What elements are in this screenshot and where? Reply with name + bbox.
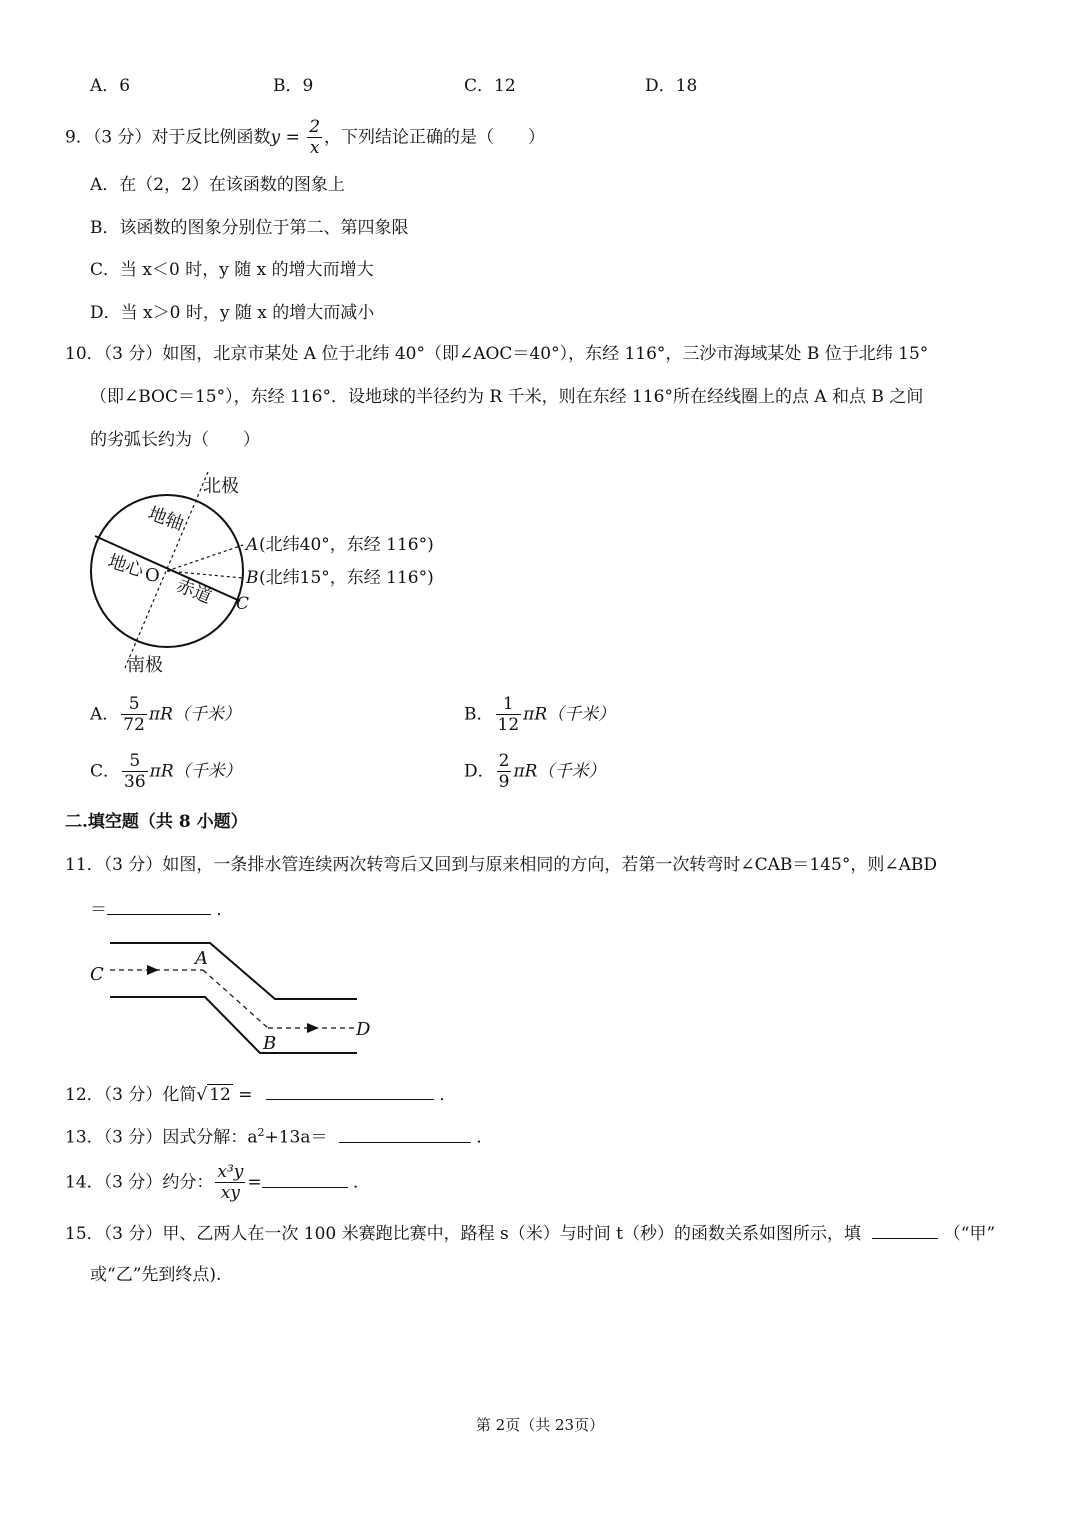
fraction-denominator: 72	[123, 714, 145, 735]
point-c-label: C	[90, 964, 104, 985]
pipe-lower-wall	[110, 997, 357, 1053]
fraction-numerator: 5	[128, 694, 140, 714]
option-q9-b: B．该函数的图象分别位于第二、第四象限	[90, 218, 409, 238]
option-fraction	[497, 752, 512, 792]
option-q10-c	[90, 752, 242, 792]
option-letter: C．	[90, 761, 121, 782]
question-15-tail: （“甲”	[943, 1224, 996, 1244]
question-9-eq: =	[285, 127, 300, 148]
option-q10-a	[90, 695, 241, 735]
option-q8-b: B．9	[273, 76, 314, 96]
north-pole-label: 北极	[203, 476, 239, 497]
point-b-label: B	[263, 1033, 277, 1054]
option-tail: πR（千米）	[148, 704, 241, 725]
option-q9-a: A．在（2，2）在该函数的图象上	[90, 175, 345, 195]
center-o-label: O	[145, 565, 160, 586]
option-q8-d: D．18	[645, 76, 698, 96]
question-9-fraction	[307, 118, 322, 158]
fraction-numerator: x³y	[217, 1162, 244, 1182]
option-tail: πR（千米）	[523, 704, 616, 725]
fraction-numerator: 2	[309, 117, 321, 137]
question-13-end: ．	[476, 1127, 494, 1148]
fraction-denominator: x	[307, 137, 322, 158]
point-a-label: A	[195, 948, 208, 969]
question-12-end: ．	[439, 1085, 457, 1105]
question-13-rest: +13a＝	[264, 1127, 328, 1148]
fraction-numerator: 5	[129, 751, 141, 771]
pipe-figure	[85, 935, 375, 1063]
option-letter: B．	[464, 704, 494, 725]
answer-blank[interactable]	[107, 900, 211, 915]
question-12-eq: =	[238, 1085, 253, 1105]
question-10-line1: 10．（3 分）如图，北京市某处 A 位于北纬 40°（即∠AOC＝40°），东经 116°，三沙市海域某处 B 位于北纬 15°	[65, 344, 929, 364]
question-9-prefix: 9．（3 分）对于反比例函数	[65, 127, 271, 148]
question-14-end: ．	[353, 1172, 371, 1193]
option-q8-c: C．12	[464, 76, 516, 96]
flow-line-ab	[203, 970, 268, 1028]
question-12	[65, 1085, 456, 1104]
point-d-label: D	[356, 1019, 371, 1040]
sqrt-expression: √ 12	[196, 1085, 231, 1105]
option-fraction	[122, 752, 148, 792]
earth-axis-label: 地轴	[145, 502, 187, 536]
earth-center-label: 地心	[105, 550, 147, 582]
flow-arrow-icon	[147, 965, 159, 975]
point-b-coords: (北纬15°，东经 116°)	[259, 568, 434, 588]
point-a-label: A	[246, 535, 259, 555]
question-11-end: ．	[216, 900, 234, 920]
question-14-eq: =	[247, 1172, 262, 1193]
fraction-numerator: 1	[502, 694, 514, 714]
answer-blank[interactable]	[262, 1173, 348, 1188]
option-q9-c: C．当 x＜0 时，y 随 x 的增大而增大	[90, 260, 374, 280]
question-15-line1	[65, 1224, 995, 1243]
point-c-label: C	[236, 594, 250, 614]
question-14-fraction	[215, 1163, 245, 1203]
point-b-label: B	[246, 568, 259, 588]
question-13-prefix: 13．（3 分）因式分解：a	[65, 1127, 258, 1148]
answer-blank[interactable]	[872, 1224, 938, 1239]
option-q9-d: D．当 x＞0 时，y 随 x 的增大而减小	[90, 303, 375, 323]
exponent: 2	[257, 1126, 265, 1139]
fraction-denominator: xy	[215, 1182, 245, 1203]
option-fraction	[121, 695, 147, 735]
question-12-prefix: 12．（3 分）化简	[65, 1085, 197, 1105]
fraction-denominator: 12	[497, 714, 520, 735]
option-tail: πR（千米）	[513, 761, 606, 782]
option-q10-d	[464, 752, 605, 792]
answer-blank[interactable]	[266, 1085, 434, 1100]
question-10-line2: （即∠BOC＝15°），东经 116°．设地球的半径约为 R 千米，则在东经 116°所在经线圈上的点 A 和点 B 之间	[90, 387, 924, 407]
point-a-coords: (北纬40°，东经 116°)	[259, 535, 434, 555]
flow-arrow-icon	[307, 1023, 319, 1033]
radicand: 12	[209, 1085, 231, 1105]
question-15-text: 15．（3 分）甲、乙两人在一次 100 米赛跑比赛中，路程 s（米）与时间 t（秒）的函数关系如图所示，填	[65, 1224, 861, 1244]
question-11-eq: ＝	[90, 900, 107, 920]
page-footer: 第 2页（共 23页）	[475, 1416, 605, 1434]
question-15-line2: 或“乙”先到终点).	[90, 1265, 222, 1285]
oa-line	[167, 545, 243, 571]
ob-line	[167, 571, 243, 578]
equator-label: 赤道	[173, 575, 215, 609]
answer-blank[interactable]	[339, 1128, 471, 1143]
question-9-suffix: ，下列结论正确的是（ ）	[324, 127, 546, 148]
option-letter: A．	[90, 704, 120, 725]
option-q8-a: A．6	[90, 76, 131, 96]
question-11-line2	[90, 900, 233, 919]
question-14-prefix: 14．（3 分）约分：	[65, 1172, 214, 1193]
question-10-line3: 的劣弧长约为（ ）	[90, 430, 260, 450]
fraction-numerator: 2	[498, 751, 510, 771]
south-pole-label: 南极	[127, 655, 163, 676]
earth-figure	[85, 468, 465, 680]
question-9-y: y	[270, 127, 281, 148]
option-fraction	[496, 695, 522, 735]
question-11-line1: 11．（3 分）如图，一条排水管连续两次转弯后又回到与原来相同的方向，若第一次转弯时∠CAB＝145°，则∠ABD	[65, 855, 937, 875]
question-9	[65, 118, 545, 158]
fraction-denominator: 36	[124, 771, 146, 792]
option-q10-b	[464, 695, 615, 735]
option-letter: D．	[464, 761, 495, 782]
section-title: 二.填空题（共 8 小题）	[65, 812, 248, 832]
question-13	[65, 1127, 493, 1147]
question-14	[65, 1163, 370, 1203]
option-tail: πR（千米）	[149, 761, 242, 782]
fraction-denominator: 9	[498, 771, 510, 792]
